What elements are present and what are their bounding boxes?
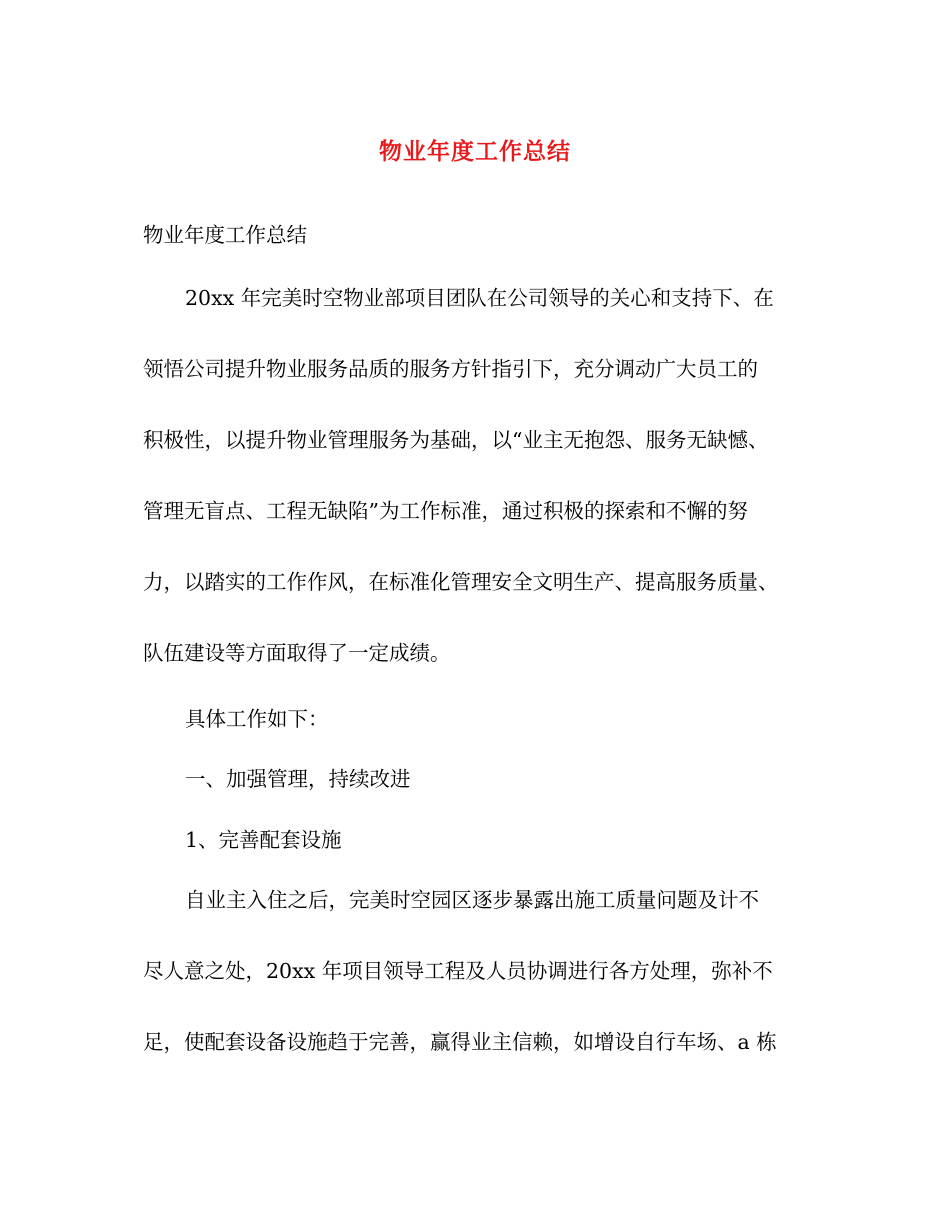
document-title: 物业年度工作总结 — [379, 138, 571, 165]
paragraph-line: 队伍建设等方面取得了一定成绩。 — [143, 641, 451, 665]
paragraph-line: 积极性，以提升物业管理服务为基础，以“业主无抱怨、服务无缺憾、 — [143, 428, 769, 452]
paragraph-line: 领悟公司提升物业服务品质的服务方针指引下，充分调动广大员工的 — [143, 357, 758, 381]
subtitle-line: 物业年度工作总结 — [143, 223, 307, 247]
paragraph-line: 20xx 年完美时空物业部项目团队在公司领导的关心和支持下、在 — [185, 286, 774, 310]
paragraph-line: 自业主入住之后，完美时空园区逐步暴露出施工质量问题及计不 — [185, 888, 759, 912]
paragraph-line: 具体工作如下： — [185, 707, 329, 731]
section-heading: 一、加强管理，持续改进 — [185, 767, 411, 791]
subsection-heading: 1、完善配套设施 — [185, 828, 342, 852]
paragraph-line: 足，使配套设备设施趋于完善，赢得业主信赖，如增设自行车场、a 栋 — [143, 1030, 777, 1054]
paragraph-line: 尽人意之处，20xx 年项目领导工程及人员协调进行各方处理，弥补不 — [143, 959, 773, 983]
paragraph-line: 力，以踏实的工作作风，在标准化管理安全文明生产、提高服务质量、 — [143, 570, 779, 594]
paragraph-line: 管理无盲点、工程无缺陷”为工作标准，通过积极的探索和不懈的努 — [143, 499, 748, 523]
